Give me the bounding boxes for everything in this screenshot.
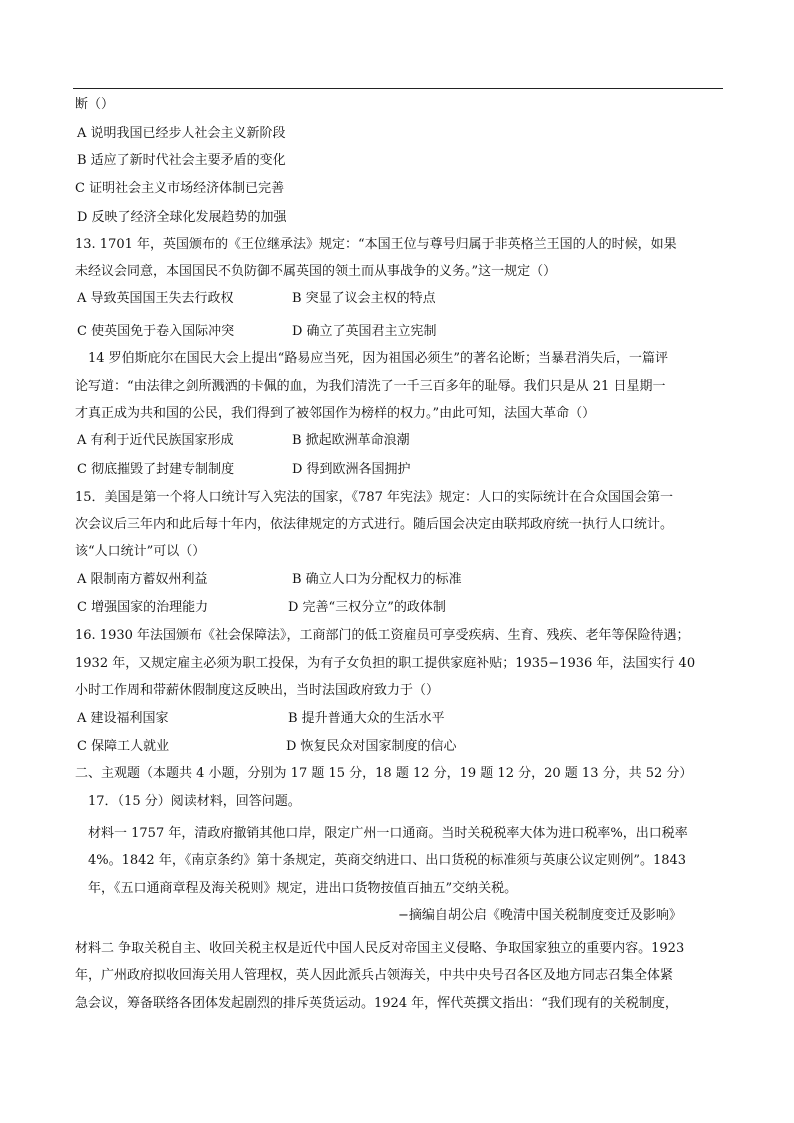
q13-option-d: D 确立了英国君主立宪制 [292, 324, 437, 339]
material-one-line-2: 4%。1842 年，《南京条约》第十条规定，英商交纳进口、出口货税的标准须与英康公议定则例”。1843 [88, 853, 687, 868]
q15-option-a: A 限制南方蓄奴州利益 [77, 572, 208, 587]
material-one-line-1: 材料一 1757 年，清政府撤销其他口岸，限定广州一口通商。当时关税税率大体为进口税率%，出口税率 [88, 826, 688, 841]
q13-option-c: C 使英国免于卷入国际冲突 [77, 324, 235, 339]
q12-stem-tail: 断（） [75, 97, 115, 112]
q14-option-c: C 彻底摧毁了封建专制制度 [77, 462, 235, 477]
q14-stem-line-1: 14 罗伯斯庇尔在国民大会上提出“路易应当死，因为祖国必须生”的著名论断；当暴君消失后，一篇评 [88, 351, 668, 366]
q14-option-a: A 有利于近代民族国家形成 [77, 433, 234, 448]
q13-stem-line-1: 13. 1701 年，英国颁布的《王位继承法》规定：“本国王位与尊号归属于非英格兰王国的人的时候，如果 [75, 237, 677, 252]
material-one-line-3: 年，《五口通商章程及海关税则》规定，进出口货物按值百抽五”交纳关税。 [88, 881, 518, 896]
q12-option-b: B 适应了新时代社会主要矛盾的变化 [77, 153, 286, 168]
material-one-source: −摘编自胡公启《晚清中国关税制度变迁及影响》 [398, 908, 682, 923]
q15-option-c: C 增强国家的治理能力 [77, 600, 209, 615]
q14-option-b: B 掀起欧洲革命浪潮 [292, 433, 410, 448]
q15-stem-line-1: 15．美国是第一个将人口统计写入宪法的国家，《787 年宪法》规定：人口的实际统计在合众国国会第一 [75, 490, 673, 505]
q15-stem-line-3: 该“人口统计”可以（） [75, 544, 206, 559]
q13-option-a: A 导致英国国王失去行政权 [77, 291, 234, 306]
section-heading: 二、主观题（本题共 4 小题，分别为 17 题 15 分，18 题 12 分，19 题 12 分，20 题 13 分，共 52 分） [75, 766, 693, 781]
q16-option-d: D 恢复民众对国家制度的信心 [286, 739, 457, 754]
q16-stem-line-1: 16. 1930 年法国颁布《社会保障法》，工商部门的低工资雇员可享受疾病、生育、残疾、老年等保险待遇； [75, 628, 690, 643]
q16-option-c: C 保障工人就业 [77, 739, 170, 754]
q14-stem-line-3: 才真正成为共和国的公民，我们得到了被邻国作为榜样的权力。”由此可知，法国大革命（） [75, 406, 596, 421]
q16-stem-line-2: 1932 年，又规定雇主必须为职工投保，为有子女负担的职工提供家庭补贴；1935−1936 年，法国实行 40 [75, 656, 696, 671]
q16-option-b: B 提升普通大众的生活水平 [288, 711, 445, 726]
material-two-line-1: 材料二 争取关税自主、收回关税主权是近代中国人民反对帝国主义侵略、争取国家独立的重要内容。1923 [75, 941, 685, 956]
q12-option-c: C 证明社会主义市场经济体制已完善 [75, 181, 285, 196]
q12-option-d: D 反映了经济全球化发展趋势的加强 [77, 210, 287, 225]
material-two-line-3: 急会议，筹备联络各团体发起剧烈的排斥英货运动。1924 年，恽代英撰文指出：“我们现有的关税制度， [75, 996, 678, 1011]
q14-stem-line-2: 论写道：“由法律之剑所溅洒的卡佩的血，为我们清洗了一千三百多年的耻辱。我们只是从 21 日星期一 [75, 379, 666, 394]
q12-option-a: A 说明我国已经步人社会主义新阶段 [77, 126, 286, 141]
q13-stem-line-2: 未经议会同意，本国国民不负防御不属英国的领土而从事战争的义务。”这一规定（） [75, 264, 557, 279]
q16-stem-line-3: 小时工作周和带薪休假制度这反映出，当时法国政府致力于（） [75, 683, 440, 698]
q16-option-a: A 建设福利国家 [77, 711, 169, 726]
q15-option-b: B 确立人口为分配权力的标准 [292, 572, 462, 587]
q17-title: 17．（15 分）阅读材料，回答问题。 [88, 794, 301, 809]
top-divider [73, 88, 723, 89]
q13-option-b: B 突显了议会主权的特点 [292, 291, 436, 306]
q15-option-d: D 完善“三权分立”的政体制 [288, 600, 446, 615]
material-two-line-2: 年，广州政府拟收回海关用人管理权，英人因此派兵占领海关，中共中央号召各区及地方同志召集全体紧 [75, 968, 674, 983]
q14-option-d: D 得到欧洲各国拥护 [292, 462, 411, 477]
q15-stem-line-2: 次会议后三年内和此后每十年内，依法律规定的方式进行。随后国会决定由联邦政府统一执行人口统计。 [75, 517, 674, 532]
